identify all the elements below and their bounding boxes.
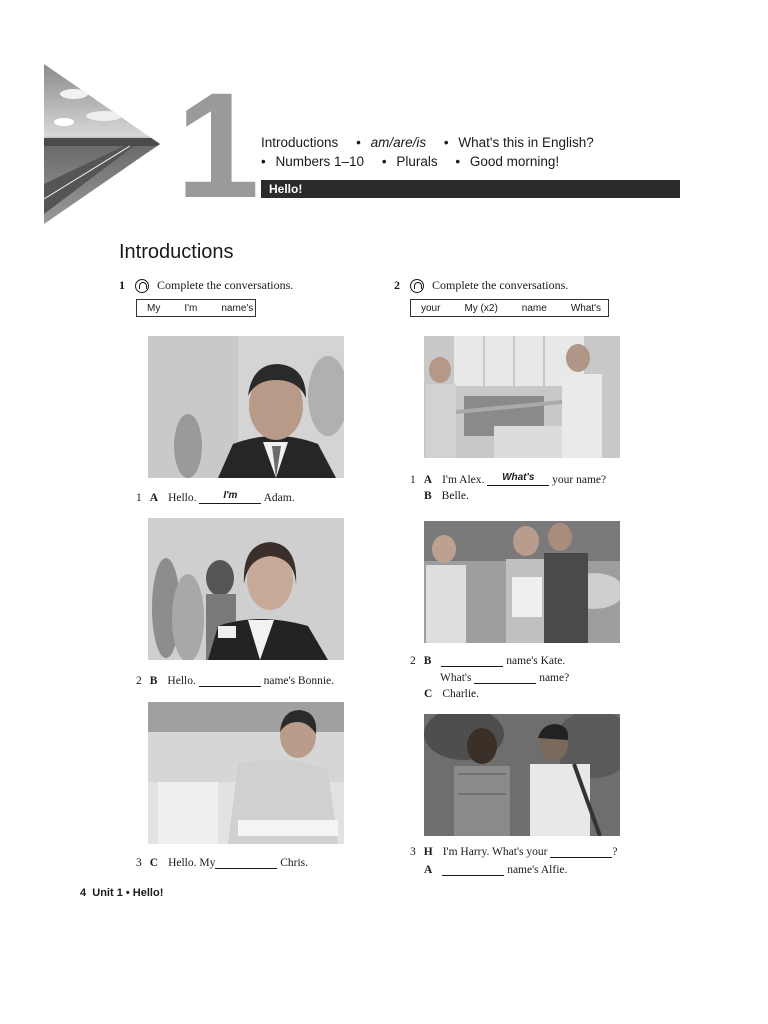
item-text: I'm Harry. What's your xyxy=(442,846,548,858)
answer-blank[interactable]: What's xyxy=(487,472,549,486)
item-text: Belle. xyxy=(441,490,469,502)
photo-adam xyxy=(148,336,344,478)
exercise-2-instruction: Complete the conversations. xyxy=(432,278,569,292)
exercise-2-item-2-line-b xyxy=(410,653,565,667)
speaker-label: B xyxy=(424,490,432,502)
exercise-2-item-1-line-a xyxy=(410,472,606,486)
answer-blank[interactable] xyxy=(474,670,536,684)
audio-icon[interactable] xyxy=(410,279,424,293)
page-number: 4 xyxy=(80,887,87,899)
page-footer xyxy=(80,887,163,899)
answer-blank[interactable] xyxy=(215,855,277,869)
topics-line-2 xyxy=(261,154,573,169)
exercise-1-instruction: Complete the conversations. xyxy=(157,278,294,292)
topic-whats-this: What's this in English? xyxy=(458,135,594,150)
photo-students xyxy=(424,714,620,836)
word-box-item: My xyxy=(147,302,161,314)
exercise-1-item-1 xyxy=(136,490,295,504)
topic-bullet: • xyxy=(455,154,461,169)
topics-line-1 xyxy=(261,135,608,150)
topic-plurals: Plurals xyxy=(396,154,438,169)
item-text: Adam. xyxy=(263,492,295,504)
unit-banner-image xyxy=(44,64,160,224)
item-text: name's Bonnie. xyxy=(263,675,335,687)
topic-bullet: • xyxy=(443,135,449,150)
exercise-2-word-box xyxy=(410,299,609,317)
unit-number: 1 xyxy=(176,61,256,229)
speaker-label: C xyxy=(424,688,433,700)
word-box-item: name xyxy=(521,302,547,314)
answer-blank[interactable] xyxy=(441,653,503,667)
photo-chris xyxy=(148,702,344,844)
exercise-2-heading xyxy=(394,278,568,293)
item-text: Hello. xyxy=(168,492,197,504)
photo-bonnie xyxy=(148,518,344,660)
photo-three-people xyxy=(424,521,620,643)
section-title: Introductions xyxy=(119,241,234,263)
footer-bullet: • xyxy=(125,887,130,899)
speaker-label: H xyxy=(423,846,433,858)
item-number: 1 xyxy=(410,474,416,486)
item-number: 2 xyxy=(136,675,142,687)
word-box-item: My (x2) xyxy=(464,302,498,314)
audio-icon[interactable] xyxy=(135,279,149,293)
exercise-1-number: 1 xyxy=(119,278,125,292)
item-text: I'm Alex. xyxy=(442,474,485,486)
topic-am-are-is: am/are/is xyxy=(370,135,427,150)
item-text: name's Alfie. xyxy=(507,864,568,876)
item-text: ? xyxy=(612,846,618,858)
speaker-label: B xyxy=(423,655,432,667)
topic-bullet: • xyxy=(381,154,387,169)
item-text: Charlie. xyxy=(442,688,480,700)
word-box-item: What's xyxy=(570,302,602,314)
speaker-label: C xyxy=(149,857,159,869)
footer-unit: Unit 1 xyxy=(92,887,123,899)
word-box-item: name's xyxy=(221,302,254,314)
item-number: 3 xyxy=(410,846,416,858)
topic-good-morning: Good morning! xyxy=(469,154,560,169)
exercise-2-item-3-line-h xyxy=(410,844,617,858)
item-text: What's xyxy=(440,672,472,684)
exercise-1-item-3 xyxy=(136,855,308,869)
answer-blank[interactable] xyxy=(199,673,261,687)
unit-title-bar xyxy=(261,180,680,198)
speaker-label: A xyxy=(424,864,433,876)
item-text: name's Kate. xyxy=(506,655,566,667)
exercise-2-item-1-line-b xyxy=(424,490,469,502)
exercise-1-heading xyxy=(119,278,293,293)
exercise-1-item-2 xyxy=(136,673,334,687)
topic-bullet: • xyxy=(261,154,266,169)
word-box-item: your xyxy=(421,302,441,314)
item-text: name? xyxy=(539,672,570,684)
exercise-2-item-2-line-c xyxy=(424,688,479,700)
answer-blank[interactable] xyxy=(442,862,504,876)
exercise-2-item-2-line-b2 xyxy=(440,670,569,684)
item-text: Hello. My xyxy=(168,857,216,869)
item-number: 3 xyxy=(136,857,142,869)
footer-title: Hello! xyxy=(132,887,164,899)
item-number: 1 xyxy=(136,492,142,504)
photo-reception xyxy=(424,336,620,458)
unit-title: Hello! xyxy=(269,182,303,196)
exercise-1-word-box xyxy=(136,299,256,317)
topic-introductions: Introductions xyxy=(261,135,339,150)
exercise-2-number: 2 xyxy=(394,278,400,292)
topic-bullet: • xyxy=(356,135,361,150)
item-number: 2 xyxy=(410,655,416,667)
word-box-item: I'm xyxy=(184,302,198,314)
speaker-label: B xyxy=(149,675,158,687)
answer-blank[interactable]: I'm xyxy=(199,490,261,504)
answer-blank[interactable] xyxy=(550,844,612,858)
item-text: your name? xyxy=(552,474,607,486)
speaker-label: A xyxy=(423,474,433,486)
item-text: Hello. xyxy=(167,675,196,687)
topic-numbers: Numbers 1–10 xyxy=(275,154,365,169)
item-text: Chris. xyxy=(280,857,309,869)
exercise-2-item-3-line-a xyxy=(424,862,567,876)
speaker-label: A xyxy=(149,492,159,504)
